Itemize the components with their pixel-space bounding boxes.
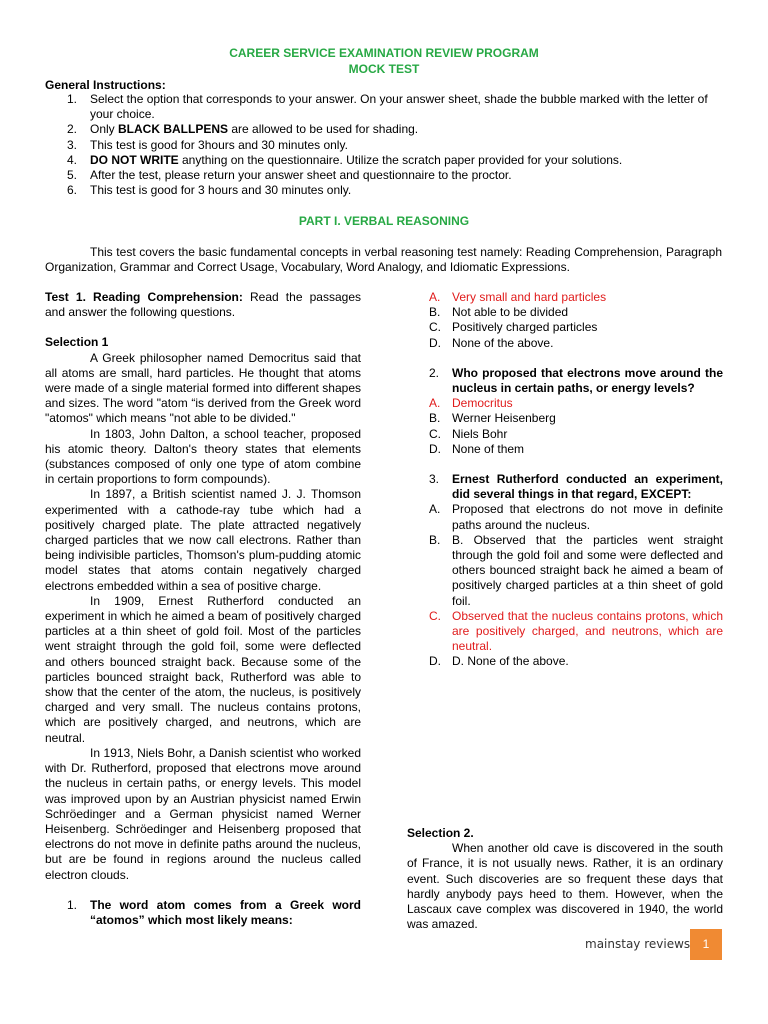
answer-option: D. None of the above. bbox=[429, 335, 554, 350]
question-1-options bbox=[407, 290, 723, 351]
answer-option: A. Very small and hard particles bbox=[429, 290, 607, 304]
document-subtitle: MOCK TEST bbox=[348, 62, 420, 76]
instruction-item: 2. Only BLACK BALLPENS are allowed to be used for shading. bbox=[67, 122, 419, 137]
passage-paragraph: In 1913, Niels Bohr, a Danish scientist who worked with Dr. Rutherford, proposed that electrons move around the nucleus in certain paths, or energy levels. This model was improved upon by an Austrian physicist named Erwin Schröedinger and a German physicist named Werner Heisenberg. Schröedinger and Heisenberg proposed that electrons do not move in definite paths around the nucleus, but are be found in regions around the nucleus called electron clouds. bbox=[45, 745, 361, 882]
test-heading: Test 1. Reading Comprehension: Read the passages and answer the following questions. bbox=[45, 290, 361, 320]
passage-paragraph: In 1909, Ernest Rutherford conducted an experiment in which he aimed a beam of positively charged particles at a thin sheet of gold foil. Most of the particles went straight through the gold foil, some were deflected and others bounced straight back. Because some of the particles bounced straight back, Rutherford was able to show that the center of the atom, the nucleus, is positively charged and very small. The nucleus contains protons, which are positively charged, and neutrons, which are neutral. bbox=[45, 593, 361, 745]
page-number: 1 bbox=[690, 929, 722, 960]
footer-brand: mainstay reviews bbox=[585, 937, 691, 951]
answer-option: B. Werner Heisenberg bbox=[429, 411, 556, 426]
question-2: 2. Who proposed that electrons move around the nucleus in certain paths, or energy levels? bbox=[429, 365, 723, 396]
passage-paragraph: In 1803, John Dalton, a school teacher, proposed his atomic theory. Dalton's theory states that elements (substances composed of only one type of atom combine in certain proportions to form compounds). bbox=[45, 426, 361, 487]
answer-option: B. Not able to be divided bbox=[429, 305, 569, 320]
instructions-list bbox=[45, 92, 725, 198]
passage-paragraph: A Greek philosopher named Democritus said that all atoms are small, hard particles. He thought that atoms were made of a single material formed into different shapes and sizes. The word "atom “is derived from the Greek word "atomos" which means "not able to be divided." bbox=[45, 350, 361, 426]
answer-option: C. Positively charged particles bbox=[429, 320, 598, 335]
answer-option: C. Niels Bohr bbox=[429, 426, 508, 441]
passage-paragraph: When another old cave is discovered in the south of France, it is not usually news. Rather, it is an ordinary event. Such discoveries are so frequent these days that hardly anybody pays heed to them. However, when the Lascaux cave complex was discovered in 1940, the world was amazed. bbox=[407, 841, 723, 932]
part-intro: This test covers the basic fundamental concepts in verbal reasoning test namely: Reading Comprehension, Paragraph Organization, Grammar and Correct Usage, Vocabulary, Word Analogy, and Idiomatic Expressions. bbox=[45, 245, 722, 275]
answer-option: A. Proposed that electrons do not move in definite paths around the nucleus. bbox=[429, 502, 723, 532]
passage-paragraph: In 1897, a British scientist named J. J. Thomson experimented with a cathode-ray tube which had a positively charged plate. The plate attracted negatively charged particles that we now call electrons. Rather than being indivisible particles, Thomson's plum-pudding atomic model states that atoms contain negatively charged electrons embedded within a sea of positive charge. bbox=[45, 487, 361, 593]
selection-1-title: Selection 1 bbox=[45, 335, 109, 350]
instructions-heading: General Instructions: bbox=[45, 78, 166, 92]
instruction-item: 3. This test is good for 3hours and 30 minutes only. bbox=[67, 137, 348, 152]
answer-option: A. Democritus bbox=[429, 396, 513, 411]
instruction-item: 1. Select the option that corresponds to your answer. On your answer sheet, shade the bubble marked with the letter of your choice. bbox=[67, 92, 708, 122]
question-2-options bbox=[407, 396, 723, 457]
selection-2-title: Selection 2. bbox=[407, 826, 474, 840]
question-3-options bbox=[407, 502, 723, 669]
question-1: 1. The word atom comes from a Greek word “atomos” which most likely means: bbox=[67, 897, 361, 927]
answer-option: D. None of them bbox=[429, 441, 525, 456]
answer-option: B. B. Observed that the particles went straight through the gold foil and some were deflected and others bounced straight back he aimed a beam of positively charged particles at a thin sheet of gold foil. bbox=[429, 532, 723, 608]
left-column bbox=[45, 290, 361, 928]
instruction-item: 5. After the test, please return your answer sheet and questionnaire to the proctor. bbox=[67, 168, 512, 183]
instruction-item: 6. This test is good for 3 hours and 30 minutes only. bbox=[67, 183, 352, 198]
instruction-item: 4. DO NOT WRITE anything on the questionnaire. Utilize the scratch paper provided for your solutions. bbox=[67, 152, 623, 167]
question-3: 3. Ernest Rutherford conducted an experiment, did several things in that regard, EXCEPT: bbox=[429, 472, 723, 502]
part-title: PART I. VERBAL REASONING bbox=[298, 214, 470, 228]
document-title: CAREER SERVICE EXAMINATION REVIEW PROGRAM bbox=[229, 46, 539, 60]
selection-2 bbox=[407, 826, 723, 932]
answer-option: D. D. None of the above. bbox=[429, 654, 569, 669]
answer-option: C. Observed that the nucleus contains protons, which are positively charged, and neutrons, which are neutral. bbox=[429, 608, 723, 654]
right-column bbox=[407, 290, 723, 670]
